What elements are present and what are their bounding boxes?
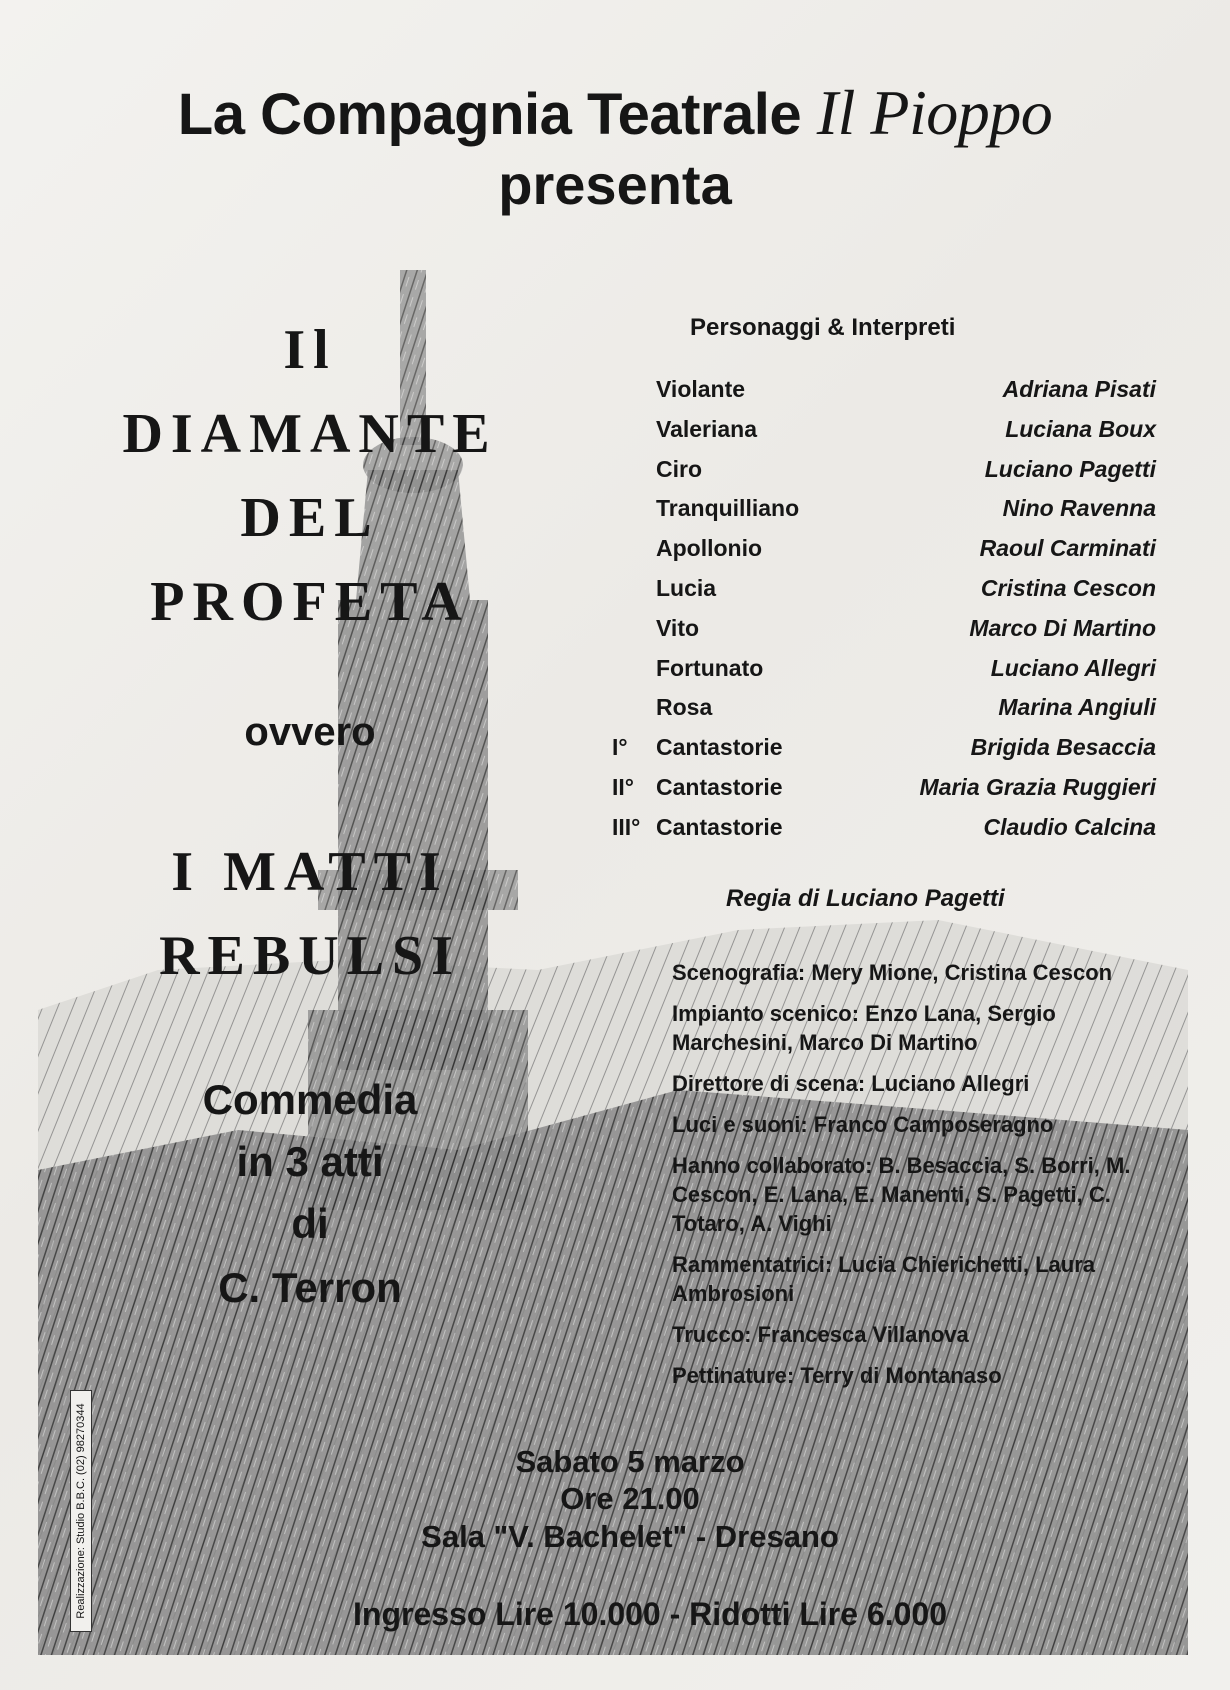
cast-heading: Personaggi & Interpreti	[690, 314, 956, 341]
cast-row	[612, 535, 1156, 575]
comedy-line-3: di	[291, 1200, 329, 1247]
credit-luci-suoni: Luci e suoni: Franco Camposeragno	[672, 1112, 1054, 1137]
cast-row	[612, 814, 1156, 854]
subtitle-line-1: I MATTI	[171, 841, 449, 903]
actor-name: Cristina Cescon	[980, 574, 1156, 601]
role-label: Cantastorie	[656, 813, 783, 840]
credit-pettinature: Pettinature: Terry di Montanaso	[672, 1363, 1002, 1388]
role-name	[612, 655, 763, 682]
actor-name: Adriana Pisati	[1002, 376, 1156, 402]
title-line-4: PROFETA	[150, 571, 470, 633]
credit-impianto-scenico: Impianto scenico: Enzo Lana, Sergio Marchesini, Marco Di Martino	[672, 1001, 1056, 1055]
title-line-3: DEL	[240, 487, 380, 549]
subtitle-line-2: REBULSI	[159, 925, 461, 987]
company-name: Il Pioppo	[816, 77, 1053, 148]
cast-row	[612, 376, 1156, 416]
role-name	[612, 495, 799, 522]
role-name	[612, 774, 783, 801]
credit-rammentatrici: Rammentatrici: Lucia Chierichetti, Laura Ambrosioni	[672, 1252, 1095, 1306]
actor-name: Luciana Boux	[1005, 415, 1156, 442]
comedy-line-2: in 3 atti	[236, 1138, 384, 1185]
role-label: Apollonio	[656, 535, 763, 562]
actor-name: Nino Ravenna	[1002, 495, 1156, 522]
cast-row	[612, 416, 1156, 456]
role-name	[612, 814, 783, 841]
comedy-author: C. Terron	[218, 1264, 402, 1311]
role-ordinal: I°	[612, 734, 628, 761]
role-label: Lucia	[656, 574, 717, 601]
cast-row	[612, 655, 1156, 695]
role-label: Cantastorie	[656, 773, 783, 800]
role-name	[612, 535, 762, 562]
role-name	[612, 456, 702, 483]
cast-list	[612, 376, 1156, 854]
title-line-1: Il	[283, 319, 337, 381]
role-label: Vito	[656, 614, 700, 641]
role-name	[612, 376, 745, 403]
company-heading-prefix: La Compagnia Teatrale	[177, 82, 817, 147]
production-studio-box	[70, 1390, 92, 1632]
role-label: Ciro	[656, 455, 702, 482]
cast-row	[612, 615, 1156, 655]
comedy-line-1: Commedia	[202, 1076, 418, 1123]
role-label: Rosa	[656, 694, 713, 721]
cast-row	[612, 456, 1156, 496]
role-name	[612, 615, 699, 642]
credit-collaboratori: Hanno collaborato: B. Besaccia, S. Borri, M. Cescon, E. Lana, E. Manenti, S. Pagetti, C. Totaro, A. Vighi	[672, 1153, 1131, 1236]
role-name	[612, 734, 783, 761]
actor-name: Marco Di Martino	[969, 614, 1156, 641]
director-credit: Regia di Luciano Pagetti	[726, 885, 1005, 912]
actor-name: Luciano Allegri	[990, 654, 1156, 681]
actor-name: Brigida Besaccia	[970, 734, 1156, 761]
role-ordinal: II°	[612, 773, 634, 800]
presenta-label: presenta	[498, 153, 732, 216]
ticket-prices: Ingresso Lire 10.000 - Ridotti Lire 6.000	[353, 1596, 947, 1632]
event-date: Sabato 5 marzo	[515, 1444, 745, 1479]
cast-row	[612, 575, 1156, 615]
actor-name: Marina Angiuli	[998, 694, 1156, 721]
cast-row	[612, 774, 1156, 814]
role-name	[612, 575, 716, 602]
role-ordinal: III°	[612, 813, 641, 840]
role-label: Violante	[656, 376, 746, 402]
actor-name: Claudio Calcina	[983, 813, 1156, 840]
production-credits	[672, 958, 1172, 1402]
event-venue: Sala "V. Bachelet" - Dresano	[421, 1519, 839, 1554]
title-line-2: DIAMANTE	[122, 403, 498, 465]
ovvero-label: ovvero	[244, 710, 376, 754]
role-label: Tranquilliano	[656, 495, 800, 522]
event-time: Ore 21.00	[560, 1481, 700, 1516]
actor-name: Raoul Carminati	[979, 535, 1156, 562]
actor-name: Maria Grazia Ruggieri	[919, 773, 1156, 800]
role-label: Valeriana	[656, 415, 758, 442]
actor-name: Luciano Pagetti	[984, 455, 1156, 482]
company-heading	[0, 76, 1230, 150]
credit-direttore-scena: Direttore di scena: Luciano Allegri	[672, 1071, 1030, 1096]
credit-trucco: Trucco: Francesca Villanova	[672, 1322, 969, 1347]
role-label: Cantastorie	[656, 734, 783, 761]
cast-row	[612, 495, 1156, 535]
cast-row	[612, 694, 1156, 734]
role-label: Fortunato	[656, 654, 764, 681]
role-name	[612, 694, 712, 721]
cast-row	[612, 734, 1156, 774]
production-studio-note: Realizzazione: Studio B.B.C. (02) 98270344	[75, 1403, 87, 1619]
role-name	[612, 416, 757, 443]
credit-scenografia: Scenografia: Mery Mione, Cristina Cescon	[672, 960, 1113, 985]
